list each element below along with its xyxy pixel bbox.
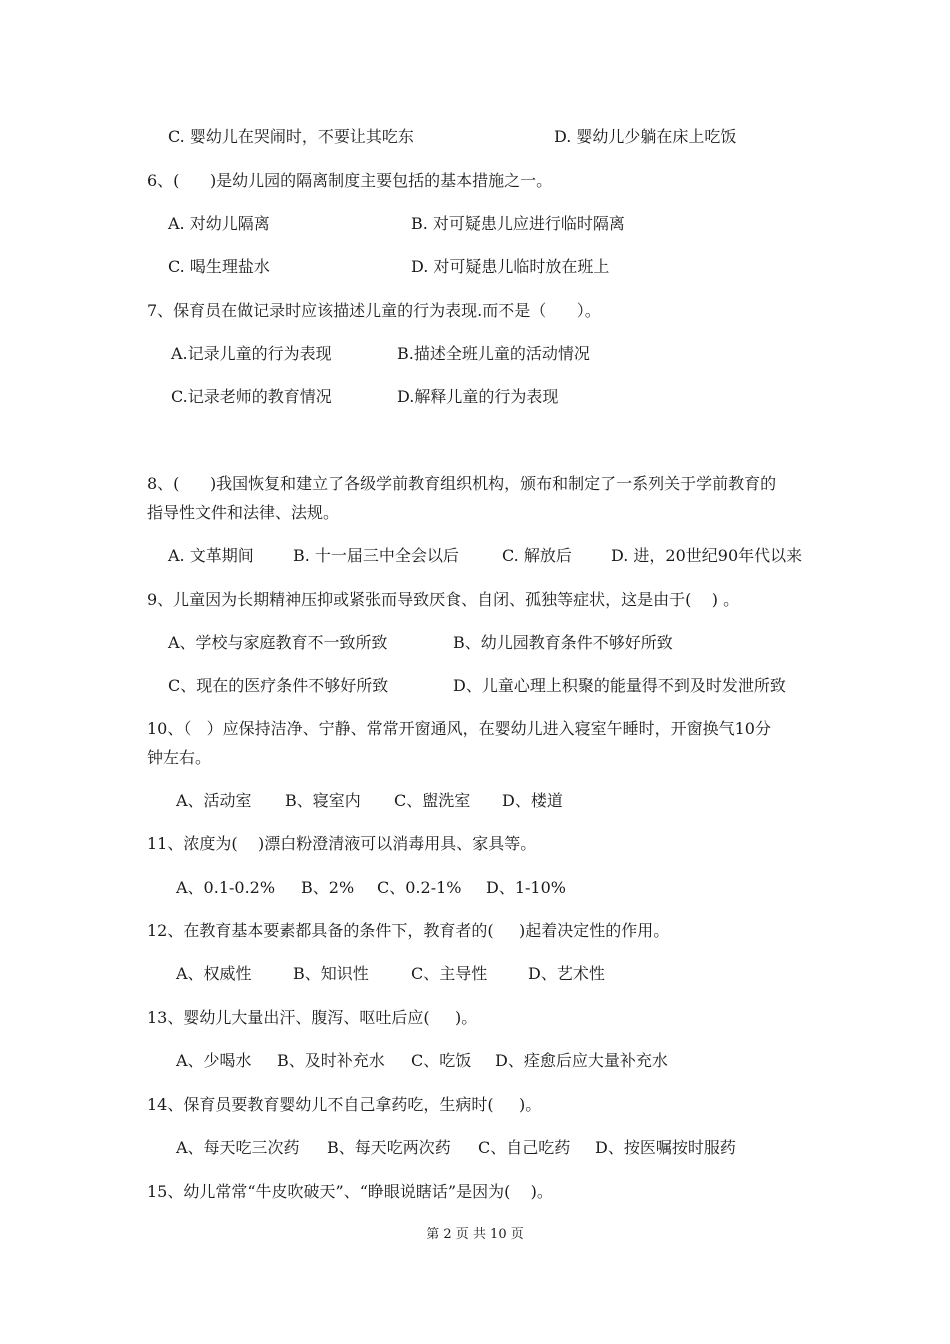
q14-option-c: C、自己吃药 <box>478 1138 571 1157</box>
q11-option-a: A、0.1-0.2% <box>176 878 276 897</box>
q11-stem: 11、浓度为( )漂白粉澄清液可以消毒用具、家具等。 <box>147 834 537 853</box>
q9-option-b: B、幼儿园教育条件不够好所致 <box>453 633 673 652</box>
q8-stem-line-2: 指导性文件和法律、法规。 <box>147 503 340 522</box>
q12-option-c: C、主导性 <box>411 964 488 983</box>
q8-option-a: A. 文革期间 <box>168 546 254 565</box>
q12-stem: 12、在教育基本要素都具备的条件下，教育者的( )起着决定性的作用。 <box>147 921 670 940</box>
q5-option-d: D. 婴幼儿少躺在床上吃饭 <box>554 127 737 146</box>
q10-option-c: C、盥洗室 <box>394 791 471 810</box>
q7-stem: 7、保育员在做记录时应该描述儿童的行为表现.而不是（ ）。 <box>147 301 601 320</box>
q7-option-a: A.记录儿童的行为表现 <box>171 344 332 363</box>
q14-option-d: D、按医嘱按时服药 <box>595 1138 736 1157</box>
q5-option-c: C. 婴幼儿在哭闹时，不要让其吃东 <box>168 127 414 146</box>
q9-option-a: A、学校与家庭教育不一致所致 <box>168 633 388 652</box>
q9-stem: 9、儿童因为长期精神压抑或紧张而导致厌食、自闭、孤独等症状，这是由于( ) 。 <box>147 590 740 609</box>
q9-option-c: C、现在的医疗条件不够好所致 <box>168 676 389 695</box>
q12-option-d: D、艺术性 <box>528 964 605 983</box>
q13-option-b: B、及时补充水 <box>277 1051 385 1070</box>
q10-stem-line-1: 10、（ ）应保持洁净、宁静、常常开窗通风，在婴幼儿进入寝室午睡时，开窗换气10分 <box>147 719 771 738</box>
q10-stem-line-2: 钟左右。 <box>147 748 212 767</box>
q6-option-c: C. 喝生理盐水 <box>168 257 270 276</box>
q11-option-d: D、1-10% <box>486 878 566 897</box>
q7-option-c: C.记录老师的教育情况 <box>171 387 332 406</box>
q13-option-c: C、吃饭 <box>411 1051 472 1070</box>
q8-option-b: B. 十一届三中全会以后 <box>293 546 459 565</box>
q11-option-b: B、2% <box>301 878 355 897</box>
q14-option-a: A、每天吃三次药 <box>176 1138 300 1157</box>
q7-option-d: D.解释儿童的行为表现 <box>397 387 559 406</box>
q6-option-a: A. 对幼儿隔离 <box>168 214 270 233</box>
q7-options-row-2 <box>168 386 559 452</box>
q10-option-a: A、活动室 <box>176 791 252 810</box>
q6-stem: 6、( )是幼儿园的隔离制度主要包括的基本措施之一。 <box>147 171 553 190</box>
q8-option-d: D. 进，20世纪90年代以来 <box>611 546 803 565</box>
q9-option-d: D、儿童心理上积聚的能量得不到及时发泄所致 <box>453 676 786 695</box>
q8-stem-line-1: 8、( )我国恢复和建立了各级学前教育组织机构，颁布和制定了一系列关于学前教育的 <box>147 474 777 493</box>
q12-option-a: A、权威性 <box>176 964 252 983</box>
q15-stem: 15、幼儿常常“牛皮吹破天”、“睁眼说瞎话”是因为( )。 <box>147 1182 553 1201</box>
q11-option-c: C、0.2-1% <box>377 878 462 897</box>
q14-stem: 14、保育员要教育婴幼儿不自己拿药吃，生病时( )。 <box>147 1095 542 1114</box>
page-footer: 第 2 页 共 10 页 <box>426 1227 524 1242</box>
q10-option-d: D、楼道 <box>502 791 563 810</box>
q7-option-b: B.描述全班儿童的活动情况 <box>397 344 590 363</box>
q8-option-c: C. 解放后 <box>502 546 572 565</box>
q12-option-b: B、知识性 <box>293 964 369 983</box>
q14-option-b: B、每天吃两次药 <box>327 1138 451 1157</box>
q6-option-d: D. 对可疑患儿临时放在班上 <box>411 257 610 276</box>
q13-option-a: A、少喝水 <box>176 1051 252 1070</box>
q13-stem: 13、婴幼儿大量出汗、腹泻、呕吐后应( )。 <box>147 1008 478 1027</box>
q10-option-b: B、寝室内 <box>285 791 361 810</box>
q13-option-d: D、痊愈后应大量补充水 <box>495 1051 668 1070</box>
q6-option-b: B. 对可疑患儿应进行临时隔离 <box>411 214 625 233</box>
